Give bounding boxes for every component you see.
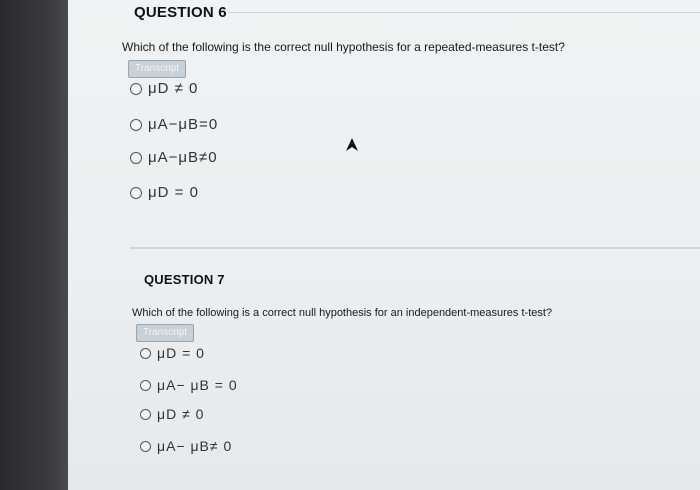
radio-button-icon[interactable] xyxy=(130,152,142,164)
question-7-option[interactable] xyxy=(140,345,205,361)
question-6-option[interactable] xyxy=(130,184,199,201)
radio-button-icon[interactable] xyxy=(140,441,151,452)
question-7-title: QUESTION 7 xyxy=(144,272,225,287)
option-label: μA−μB≠0 xyxy=(148,149,218,166)
question-6-option[interactable] xyxy=(130,149,218,166)
question-6-top-divider xyxy=(228,12,700,13)
radio-button-icon[interactable] xyxy=(140,348,151,359)
question-7-text: Which of the following is a correct null hypothesis for an independent-measures t-test? xyxy=(132,307,553,319)
radio-button-icon[interactable] xyxy=(140,409,151,420)
question-7-transcript-button[interactable]: Transcript xyxy=(136,324,194,342)
question-7-option[interactable] xyxy=(140,406,204,422)
quiz-page xyxy=(68,0,700,490)
option-label: μD ≠ 0 xyxy=(148,80,199,97)
radio-button-icon[interactable] xyxy=(130,187,142,199)
option-label: μD = 0 xyxy=(157,345,205,361)
question-6-option[interactable] xyxy=(130,80,198,97)
option-label: μA−μB=0 xyxy=(148,116,219,133)
radio-button-icon[interactable] xyxy=(140,380,151,391)
option-label: μD = 0 xyxy=(148,184,199,201)
question-6-transcript-button[interactable]: Transcript xyxy=(128,60,186,78)
question-6-text: Which of the following is the correct null hypothesis for a repeated-measures t-test? xyxy=(122,40,565,54)
question-6-option[interactable] xyxy=(130,116,218,133)
question-separator xyxy=(130,247,700,249)
screen-bezel xyxy=(0,0,68,490)
option-label: μD ≠ 0 xyxy=(157,406,205,422)
radio-button-icon[interactable] xyxy=(130,83,142,95)
question-6-title: QUESTION 6 xyxy=(134,4,227,21)
mouse-pointer-icon xyxy=(345,137,359,153)
question-7-option[interactable] xyxy=(140,438,232,454)
question-7-option[interactable] xyxy=(140,377,238,393)
option-label: μA− μB = 0 xyxy=(157,377,238,393)
radio-button-icon[interactable] xyxy=(130,119,142,131)
option-label: μA− μB≠ 0 xyxy=(157,438,233,454)
